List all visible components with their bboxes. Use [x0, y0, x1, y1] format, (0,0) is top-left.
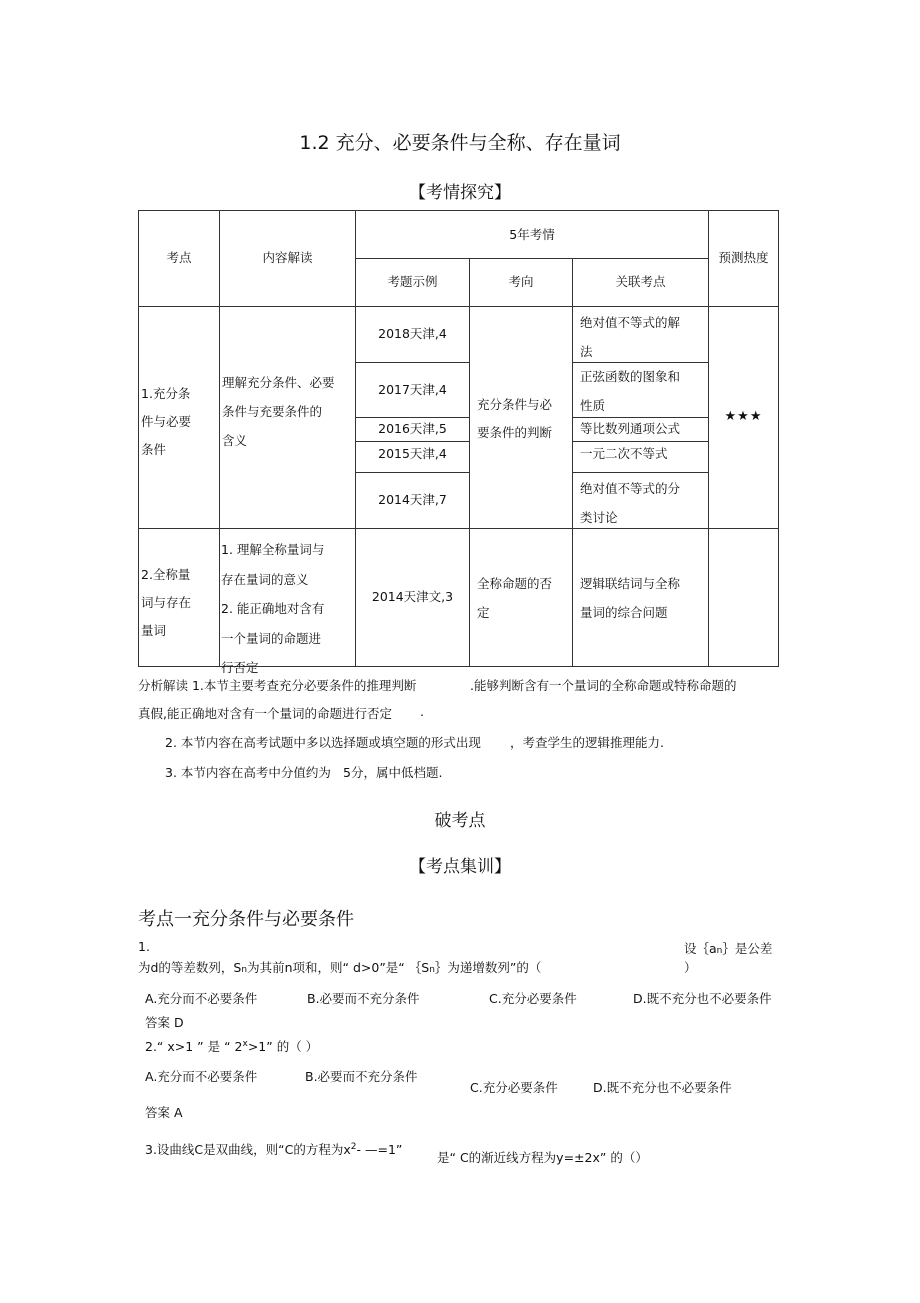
row1-example-2018: 2018天津,4 — [378, 326, 447, 341]
row2-content-clip — [220, 529, 354, 675]
q2-option-b: B.必要而不充分条件 — [305, 1069, 418, 1084]
row1-related-4: 一元二次不等式 — [580, 446, 668, 461]
q3-stem: 3.设曲线C是双曲线，则“C的方程为$x^2-$ —=1” — [145, 1141, 403, 1157]
header-yuce: 预测热度 — [718, 250, 769, 265]
row2-example: 2014天津文,3 — [371, 589, 454, 604]
analysis-line2a: 真假,能正确地对含有一个量词的命题进行否定 — [138, 706, 392, 721]
analysis-line2b: . — [420, 704, 424, 719]
row1-content: 理解充分条件、必要 条件与充要条件的 含义 — [222, 375, 335, 448]
q1-stem: 为d的等差数列，Sn为其前n项和，则“ d>0”是“ ｛Sn｝为递增数列”的（ — [138, 960, 542, 975]
q2-answer: 答案 A — [145, 1105, 183, 1120]
row1-direction: 充分条件与必 要条件的判断 — [477, 397, 553, 440]
heat-stars: ★★★ — [724, 409, 763, 424]
section-heading-exam: 【考情探究】 — [409, 183, 511, 203]
q1-number: 1. — [138, 939, 150, 954]
header-direction: 考向 — [508, 274, 534, 289]
row1-example-2017: 2017天津,4 — [378, 382, 447, 397]
row1-example-2015: 2015天津,4 — [378, 446, 447, 461]
row2-content: 1. 理解全称量词与 存在量词的意义 2. 能正确地对含有 一个量词的命题进 行否定 — [221, 542, 325, 675]
row1-related-5: 绝对值不等式的分 类讨论 — [580, 481, 681, 525]
analysis-line3a: 2. 本节内容在高考试题中多以选择题或填空题的形式出现 — [165, 735, 481, 750]
row2-related: 逻辑联结词与全称 量词的综合问题 — [580, 576, 681, 620]
row1-related-2: 正弦函数的图象和 性质 — [580, 369, 681, 413]
header-neirong: 内容解读 — [262, 250, 313, 265]
q2-option-d: D.既不充分也不必要条件 — [593, 1080, 732, 1095]
analysis-line1a: 分析解读 1.本节主要考查充分必要条件的推理判断 — [138, 678, 417, 693]
q1-stem-right: 设｛an｝是公差 — [684, 941, 773, 956]
q1-option-a: A.充分而不必要条件 — [145, 991, 258, 1006]
row1-kaodian: 1.充分条 件与必要 条件 — [141, 386, 192, 457]
row1-example-2016: 2016天津,5 — [378, 421, 447, 436]
analysis-line4a: 3. 本节内容在高考中分值约为 — [165, 765, 331, 780]
row2-direction: 全称命题的否 定 — [477, 576, 553, 620]
q2-option-c: C.充分必要条件 — [470, 1080, 558, 1095]
q3-stem-right: 是“ C的渐近线方程为y=±2x” 的（） — [437, 1150, 648, 1165]
row2-kaodian: 2.全称量 词与存在 量词 — [141, 567, 192, 638]
header-five-year: 5年考情 — [509, 227, 555, 242]
section-heading-break: 破考点 — [434, 811, 486, 831]
q1-option-c: C.充分必要条件 — [489, 991, 577, 1006]
q2-option-a: A.充分而不必要条件 — [145, 1069, 258, 1084]
q2-stem: 2.“ x>1 ” 是 “ $2^x>1$” 的（ ） — [145, 1038, 319, 1054]
row1-related-3: 等比数列通项公式 — [580, 421, 681, 436]
header-kaodian: 考点 — [166, 250, 192, 265]
analysis-line3b: ，考查学生的逻辑推理能力. — [510, 735, 664, 750]
page-title: 1.2 充分、必要条件与全称、存在量词 — [299, 132, 621, 154]
q1-option-b: B.必要而不充分条件 — [307, 991, 420, 1006]
header-related: 关联考点 — [615, 274, 666, 289]
q1-paren-close: ） — [684, 960, 697, 975]
row1-related-1: 绝对值不等式的解 法 — [580, 315, 681, 359]
kaodian-heading: 考点一充分条件与必要条件 — [138, 909, 354, 930]
q1-option-d: D.既不充分也不必要条件 — [633, 991, 772, 1006]
analysis-line4b: 5分，属中低档题. — [343, 765, 443, 780]
analysis-line1b: .能够判断含有一个量词的全称命题或特称命题的 — [470, 678, 737, 693]
q1-answer: 答案 D — [145, 1015, 184, 1030]
header-example: 考题示例 — [387, 274, 438, 289]
row1-example-2014: 2014天津,7 — [378, 492, 447, 507]
section-heading-train: 【考点集训】 — [409, 857, 511, 877]
